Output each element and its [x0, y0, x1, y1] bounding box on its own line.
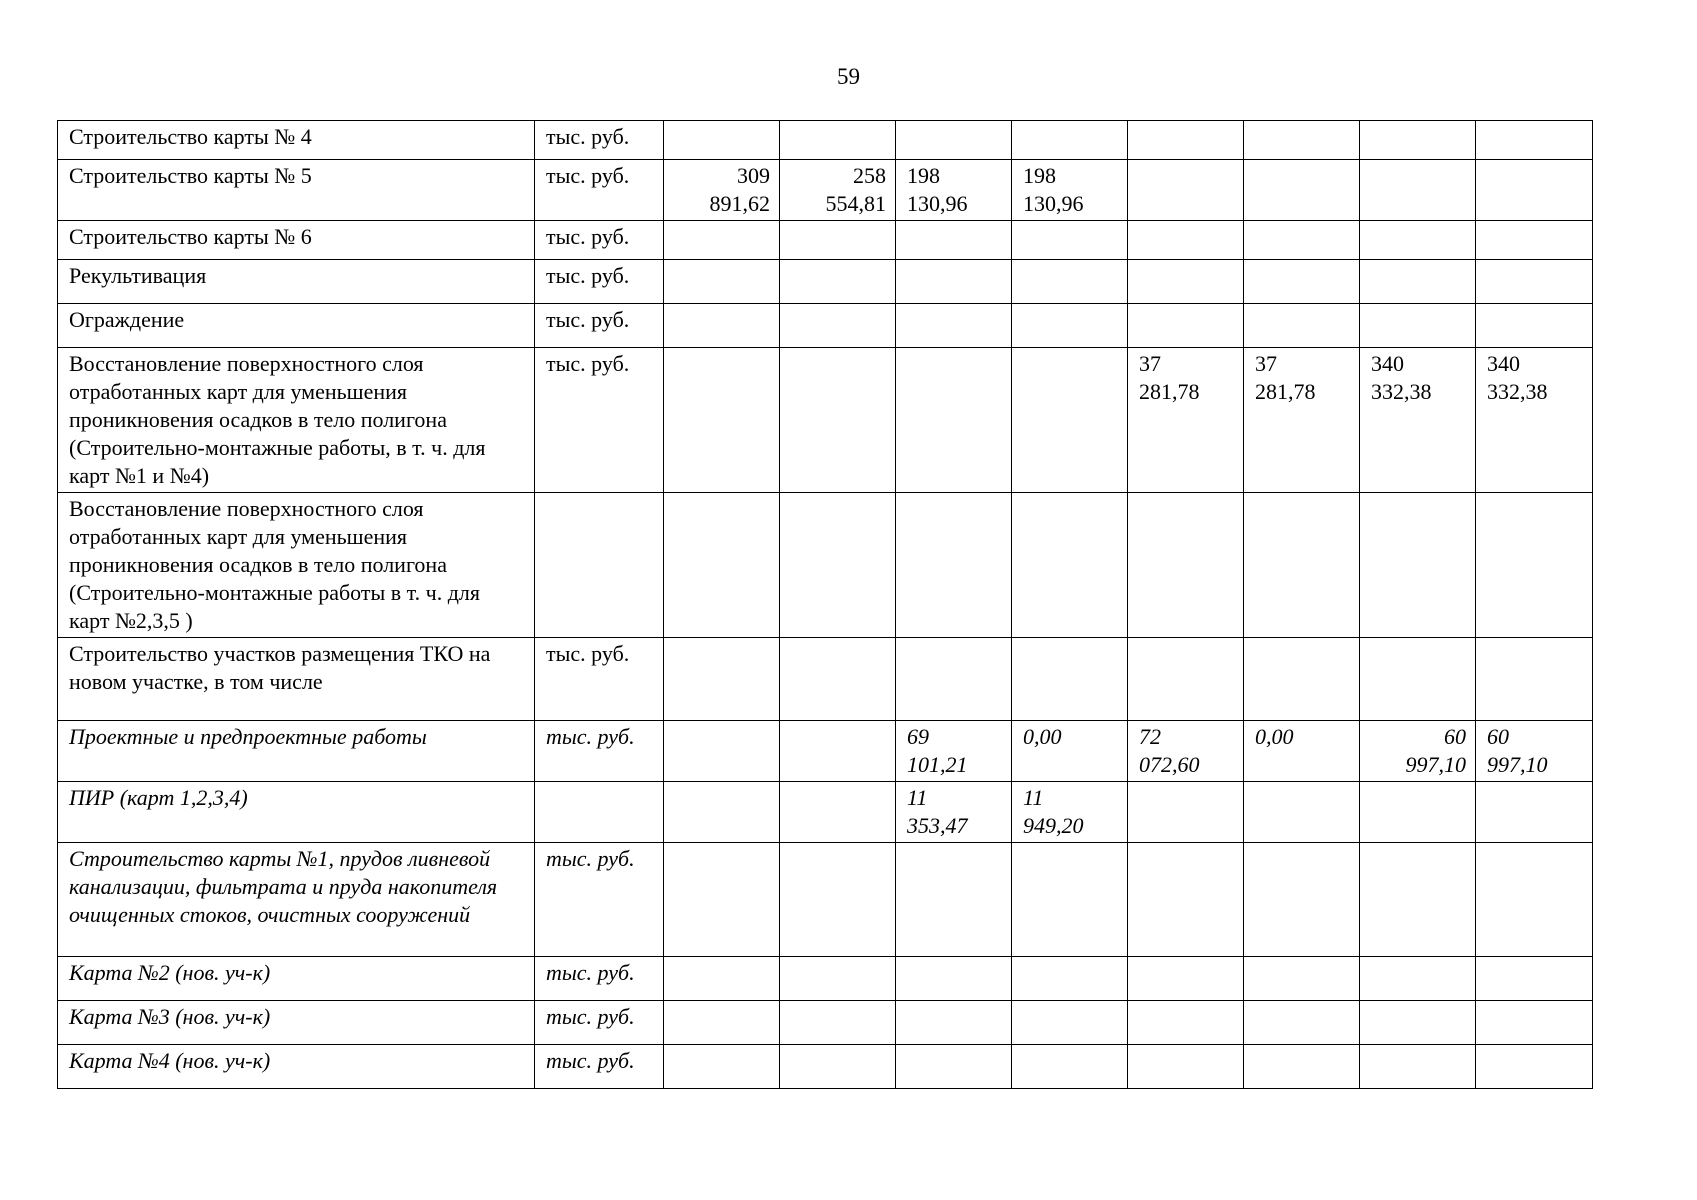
- table-row: [58, 957, 1593, 1001]
- row-name-cell: Рекультивация: [58, 260, 535, 304]
- value-cell: [1012, 221, 1128, 260]
- value-cell: [664, 304, 780, 348]
- value-cell: [664, 121, 780, 160]
- value-cell: [1128, 160, 1244, 221]
- row-name-cell: Строительство карты № 6: [58, 221, 535, 260]
- value-cell: [1244, 121, 1360, 160]
- value-cell: [780, 638, 896, 721]
- value-cell: [780, 1001, 896, 1045]
- value-cell: [1360, 304, 1476, 348]
- value-cell: [1244, 957, 1360, 1001]
- value-cell: [664, 348, 780, 493]
- value-cell: 60 997,10: [1360, 721, 1476, 782]
- value-cell: [1012, 304, 1128, 348]
- value-cell: [1012, 121, 1128, 160]
- row-name-cell: Строительство карты № 5: [58, 160, 535, 221]
- value-cell: [896, 493, 1012, 638]
- value-cell: [664, 493, 780, 638]
- value-cell: [780, 782, 896, 843]
- row-name-cell: Строительство участков размещения ТКО на новом участке, в том числе: [58, 638, 535, 721]
- value-cell: [664, 638, 780, 721]
- row-name-cell: Карта №2 (нов. уч-к): [58, 957, 535, 1001]
- value-cell: [896, 957, 1012, 1001]
- page-number: 59: [837, 64, 860, 89]
- value-cell: [1476, 957, 1593, 1001]
- table-row: [58, 721, 1593, 782]
- value-cell: 72 072,60: [1128, 721, 1244, 782]
- value-cell: [1360, 1001, 1476, 1045]
- table-row: [58, 121, 1593, 160]
- row-name-cell: Карта №3 (нов. уч-к): [58, 1001, 535, 1045]
- value-cell: [1360, 260, 1476, 304]
- table-row: [58, 843, 1593, 957]
- value-cell: [1012, 957, 1128, 1001]
- value-cell: 11 949,20: [1012, 782, 1128, 843]
- value-cell: [1476, 1045, 1593, 1089]
- value-cell: 258 554,81: [780, 160, 896, 221]
- value-cell: [1012, 348, 1128, 493]
- value-cell: [780, 221, 896, 260]
- row-name-cell: Карта №4 (нов. уч-к): [58, 1045, 535, 1089]
- table-row: [58, 221, 1593, 260]
- value-cell: [1476, 121, 1593, 160]
- row-unit-cell: тыс. руб.: [535, 121, 664, 160]
- value-cell: [1128, 260, 1244, 304]
- value-cell: [1244, 160, 1360, 221]
- value-cell: [1128, 304, 1244, 348]
- value-cell: [1012, 493, 1128, 638]
- value-cell: [1128, 221, 1244, 260]
- value-cell: [780, 843, 896, 957]
- value-cell: [1360, 121, 1476, 160]
- value-cell: [1012, 638, 1128, 721]
- value-cell: [780, 957, 896, 1001]
- value-cell: [1128, 493, 1244, 638]
- table-row: [58, 304, 1593, 348]
- value-cell: [780, 493, 896, 638]
- value-cell: [896, 638, 1012, 721]
- value-cell: [1244, 843, 1360, 957]
- row-unit-cell: тыс. руб.: [535, 260, 664, 304]
- table-row: [58, 638, 1593, 721]
- value-cell: [1128, 1045, 1244, 1089]
- value-cell: 340 332,38: [1360, 348, 1476, 493]
- value-cell: [664, 260, 780, 304]
- value-cell: [664, 843, 780, 957]
- row-unit-cell: тыс. руб.: [535, 843, 664, 957]
- value-cell: 0,00: [1244, 721, 1360, 782]
- value-cell: [1476, 1001, 1593, 1045]
- table-row: [58, 493, 1593, 638]
- value-cell: [1360, 782, 1476, 843]
- value-cell: [1012, 260, 1128, 304]
- value-cell: [1244, 638, 1360, 721]
- value-cell: [896, 304, 1012, 348]
- row-name-cell: Строительство карты № 4: [58, 121, 535, 160]
- value-cell: [780, 721, 896, 782]
- value-cell: [1360, 843, 1476, 957]
- value-cell: 69 101,21: [896, 721, 1012, 782]
- value-cell: [1244, 304, 1360, 348]
- value-cell: 309 891,62: [664, 160, 780, 221]
- row-unit-cell: [535, 493, 664, 638]
- value-cell: [1012, 1001, 1128, 1045]
- value-cell: [1244, 260, 1360, 304]
- value-cell: [780, 1045, 896, 1089]
- row-unit-cell: тыс. руб.: [535, 160, 664, 221]
- value-cell: [664, 782, 780, 843]
- value-cell: [780, 260, 896, 304]
- row-unit-cell: тыс. руб.: [535, 721, 664, 782]
- value-cell: [780, 304, 896, 348]
- value-cell: [896, 221, 1012, 260]
- value-cell: [1360, 957, 1476, 1001]
- row-unit-cell: тыс. руб.: [535, 1001, 664, 1045]
- value-cell: [896, 1001, 1012, 1045]
- value-cell: [1360, 221, 1476, 260]
- value-cell: [1128, 1001, 1244, 1045]
- row-unit-cell: тыс. руб.: [535, 1045, 664, 1089]
- value-cell: [896, 348, 1012, 493]
- value-cell: [1476, 304, 1593, 348]
- value-cell: [780, 121, 896, 160]
- value-cell: [1244, 782, 1360, 843]
- row-unit-cell: тыс. руб.: [535, 221, 664, 260]
- value-cell: 198 130,96: [896, 160, 1012, 221]
- row-unit-cell: [535, 782, 664, 843]
- value-cell: [780, 348, 896, 493]
- table-row: [58, 260, 1593, 304]
- value-cell: [664, 221, 780, 260]
- value-cell: [896, 1045, 1012, 1089]
- value-cell: 340 332,38: [1476, 348, 1593, 493]
- value-cell: [1476, 160, 1593, 221]
- table-row: [58, 782, 1593, 843]
- value-cell: [896, 260, 1012, 304]
- table-row: [58, 1045, 1593, 1089]
- row-name-cell: ПИР (карт 1,2,3,4): [58, 782, 535, 843]
- value-cell: 11 353,47: [896, 782, 1012, 843]
- row-unit-cell: тыс. руб.: [535, 957, 664, 1001]
- value-cell: [1128, 843, 1244, 957]
- table-row: [58, 348, 1593, 493]
- value-cell: [1244, 1045, 1360, 1089]
- value-cell: [1476, 638, 1593, 721]
- value-cell: [896, 121, 1012, 160]
- budget-table: [57, 120, 1593, 1089]
- value-cell: [1476, 782, 1593, 843]
- value-cell: [1476, 843, 1593, 957]
- value-cell: 37 281,78: [1128, 348, 1244, 493]
- value-cell: [1476, 260, 1593, 304]
- value-cell: [664, 1001, 780, 1045]
- row-name-cell: Строительство карты №1, прудов ливневой канализации, фильтрата и пруда накопителя очищенных стоков, очистных сооружений: [58, 843, 535, 957]
- value-cell: [1244, 1001, 1360, 1045]
- value-cell: [1476, 493, 1593, 638]
- row-unit-cell: тыс. руб.: [535, 348, 664, 493]
- value-cell: 0,00: [1012, 721, 1128, 782]
- value-cell: [1244, 493, 1360, 638]
- value-cell: [1012, 1045, 1128, 1089]
- row-name-cell: Ограждение: [58, 304, 535, 348]
- value-cell: [1360, 638, 1476, 721]
- value-cell: [664, 721, 780, 782]
- value-cell: [1128, 782, 1244, 843]
- value-cell: [1128, 957, 1244, 1001]
- value-cell: 37 281,78: [1244, 348, 1360, 493]
- value-cell: 198 130,96: [1012, 160, 1128, 221]
- value-cell: 60 997,10: [1476, 721, 1593, 782]
- value-cell: [664, 957, 780, 1001]
- row-name-cell: Проектные и предпроектные работы: [58, 721, 535, 782]
- value-cell: [1128, 121, 1244, 160]
- value-cell: [1128, 638, 1244, 721]
- value-cell: [1360, 160, 1476, 221]
- value-cell: [1012, 843, 1128, 957]
- row-name-cell: Восстановление поверхностного слоя отработанных карт для уменьшения проникновения осадков в тело полигона (Строительно-монтажные работы в т. ч. для карт №2,3,5 ): [58, 493, 535, 638]
- table-row: [58, 1001, 1593, 1045]
- value-cell: [1476, 221, 1593, 260]
- row-unit-cell: тыс. руб.: [535, 638, 664, 721]
- value-cell: [1244, 221, 1360, 260]
- value-cell: [1360, 493, 1476, 638]
- row-unit-cell: тыс. руб.: [535, 304, 664, 348]
- table-row: [58, 160, 1593, 221]
- value-cell: [1360, 1045, 1476, 1089]
- value-cell: [896, 843, 1012, 957]
- value-cell: [664, 1045, 780, 1089]
- row-name-cell: Восстановление поверхностного слоя отработанных карт для уменьшения проникновения осадков в тело полигона (Строительно-монтажные работы, в т. ч. для карт №1 и №4): [58, 348, 535, 493]
